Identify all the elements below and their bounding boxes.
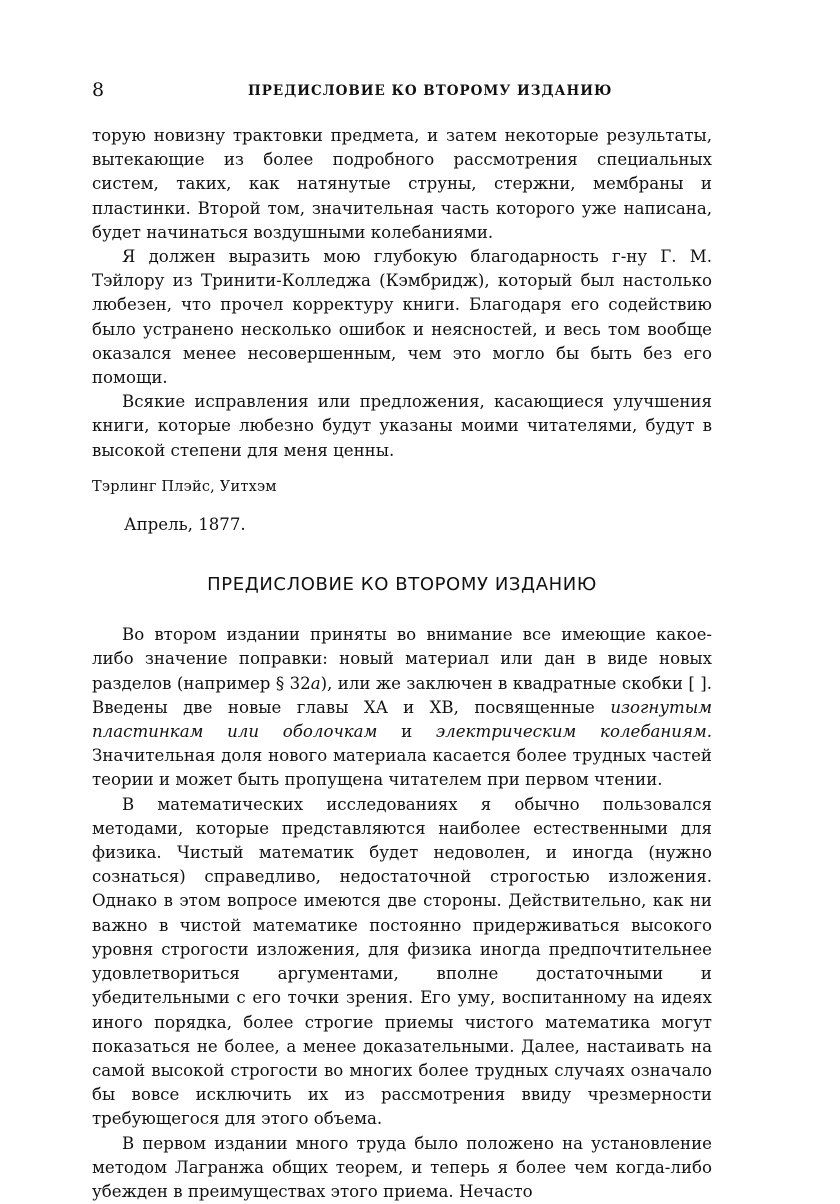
text-run: и X <box>387 697 442 717</box>
text-run: , посвященные <box>453 697 611 717</box>
paragraph-continuation: торую новизну трактовки предмета, и затем некоторые результаты, вытекающие из более подробного рассмотрения специальных систем, таких, как натянутые струны, стержни, мембраны и пластинки. Второй том, значительная часть которого уже написана, будет начинаться воздушными колебаниями. <box>92 126 712 242</box>
text-run: и <box>377 722 436 742</box>
paragraph-second-edition-changes <box>92 623 712 792</box>
italic-run: изогнутым пластинкам или оболочкам <box>92 697 712 742</box>
paragraph-methods: В математических исследованиях я обычно пользовался методами, которые представляются наиболее естественными для физика. Чистый математик будет недоволен, и иногда (нужно сознаться) справедливо, недостаточной строгостью изложения. Однако в этом вопросе имеются две стороны. Действительно, как ни важно в чистой математике постоянно придерживаться высокого уровня строгости изложения, для физика иногда предпочтительнее удовлетвориться аргументами, вполне достаточными и убедительными с его точки зрения. Его уму, воспитанному на идеях иного порядка, более строгие приемы чистого математика могут показаться не более, а менее доказательными. Далее, настаивать на самой высокой строгости во многих более трудных случаях означало бы вовсе исключить их из рассмотрения ввиду чрезмерности требующегося для этого объема. <box>92 794 712 1129</box>
preface-date: Апрель, 1877. <box>124 515 246 535</box>
italic-run: электрическим колебаниям. <box>435 722 712 742</box>
page-number: 8 <box>92 79 105 101</box>
paragraph-lagrange: В первом издании много труда было положено на установление методом Лагранжа общих теорем, и теперь я более чем когда-либо убежден в преимуществах этого приема. Нечасто <box>92 1133 712 1201</box>
italic-run: a <box>310 673 321 693</box>
text-run: ), или же заключен в квадратные скобки [ ]. Введены две новые главы X <box>92 673 712 717</box>
author-place-signature: Тэрлинг Плэйс, Уитхэм <box>92 478 277 495</box>
text-run: Во втором издании приняты во внимание все имеющие какое-либо значение поправки: новый материал или дан в виде новых разделов (например § 32 <box>92 625 712 693</box>
text-run: Значительная доля нового материала касается более трудных частей теории и может быть пропущена читателем при первом чтении. <box>92 746 712 790</box>
page-body <box>92 124 712 1204</box>
paragraph-corrections: Всякие исправления или предложения, касающиеся улучшения книги, которые любезно будут указаны моими читателями, будут в высокой степени для меня ценны. <box>92 392 712 460</box>
section-heading: ПРЕДИСЛОВИЕ КО ВТОРОМУ ИЗДАНИЮ <box>207 574 597 596</box>
subscript-run: A <box>375 697 388 717</box>
paragraph-acknowledgement: Я должен выразить мою глубокую благодарность г-ну Г. М. Тэйлору из Тринити-Колледжа (Кэмбридж), который был настолько любезен, что прочел корректуру книги. Благодаря его содействию было устранено несколько ошибок и неясностей, и весь том вообще оказался менее несовершенным, чем это могло бы быть без его помощи. <box>92 247 712 388</box>
subscript-run: B <box>441 697 454 717</box>
running-title: ПРЕДИСЛОВИЕ КО ВТОРОМУ ИЗДАНИЮ <box>248 83 613 99</box>
running-head <box>92 78 712 102</box>
